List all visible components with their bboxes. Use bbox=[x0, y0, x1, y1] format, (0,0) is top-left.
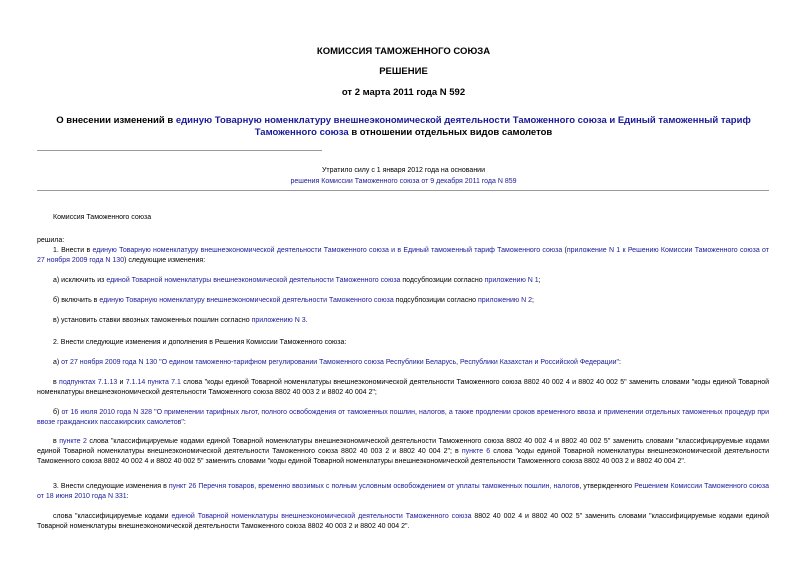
p2b-link-decision[interactable]: от 16 июля 2010 года N 328 "О применении тарифных льгот, полного освобождения от таможенных пошлин, налогов, а также продлении сроков временного ввоза и применении отдельных таможенных процедур при ввозе гражданских пассажирских самолетов" bbox=[37, 409, 769, 426]
pb-text-3: ; bbox=[531, 297, 534, 304]
p1-text-1: 1. Внести в bbox=[53, 247, 93, 254]
title-link-tnved[interactable]: единую Товарную номенклатуру внешнеэкономической деятельности Таможенного союза и Единый таможенный тариф Таможенного союза bbox=[175, 115, 751, 138]
p3-sub-text-2: 8802 40 002 4 и 8802 40 002 5" заменить словами "классифицируемые кодами единой Товарной номенклатуры внешнеэкономической деятельности Таможенного союза 8802 40 003 2 и 8802 40 004 2". bbox=[37, 513, 769, 530]
p1-link-appendix[interactable]: приложение N 1 к Решению Комиссии Таможенного союза от 27 ноября 2009 года N 130 bbox=[37, 247, 770, 264]
p3-link-decision[interactable]: Решением Комиссии Таможенного союза от 18 июня 2010 года N 331 bbox=[37, 483, 769, 500]
doc-date-heading: от 2 марта 2011 года N 592 bbox=[341, 87, 466, 98]
paragraph-2a-sub bbox=[37, 378, 769, 398]
paragraph-2: 2. Внести следующие изменения и дополнения в Решения Комиссии Таможенного союза: bbox=[53, 339, 347, 346]
pa-text-3: ; bbox=[538, 277, 541, 284]
paragraph-1 bbox=[37, 246, 769, 266]
p1-text-2: ( bbox=[562, 247, 567, 254]
org-heading: КОМИССИЯ ТАМОЖЕННОГО СОЮЗА bbox=[316, 46, 491, 57]
p2b-text-2: : bbox=[183, 419, 186, 426]
paragraph-2a bbox=[37, 358, 769, 368]
status-note-line1: Утратило силу с 1 января 2012 года на основании bbox=[321, 167, 486, 174]
paragraph-3-sub bbox=[37, 512, 769, 532]
p1-link-tnved[interactable]: единую Товарную номенклатуру внешнеэкономической деятельности Таможенного союза и в Единый таможенный тариф Таможенного союза bbox=[92, 247, 563, 254]
title-text-1: О внесении изменений в bbox=[56, 115, 176, 126]
p3-text-3: : bbox=[126, 493, 129, 500]
divider-long bbox=[37, 190, 769, 191]
document-title bbox=[40, 115, 767, 139]
p2a-link-decision[interactable]: от 27 ноября 2009 года N 130 "О едином таможенно-тарифном регулировании Таможенного союза Республики Беларусь, Республики Казахстан и Российской Федерации" bbox=[61, 359, 619, 366]
p2a-sub-text-3: слова "коды единой Товарной номенклатуры внешнеэкономической деятельности Таможенного союза 8802 40 002 4 и 8802 40 002 5" заменить словами "коды единой Товарной номенклатуры внешнеэкономической деятельности Таможенного союза 8802 40 003 2 и 8802 40 004 2"; bbox=[37, 379, 769, 396]
pb-link-tnved[interactable]: единую Товарную номенклатуру внешнеэкономической деятельности Таможенного союза bbox=[99, 297, 394, 304]
p2b-text-1: б) bbox=[53, 409, 62, 416]
pa-link-appendix[interactable]: приложению N 1 bbox=[484, 277, 539, 284]
pb-text-1: б) включить в bbox=[53, 297, 100, 304]
pv-text-1: в) установить ставки ввозных таможенных пошлин согласно bbox=[53, 317, 252, 324]
p2b-sub-text-1: в bbox=[53, 438, 60, 445]
paragraph-2b-sub bbox=[37, 437, 769, 467]
p2a-sub-link-subitems[interactable]: подпунктах 7.1.13 bbox=[59, 379, 118, 386]
paragraph-b bbox=[37, 296, 769, 306]
pv-link-appendix[interactable]: приложению N 3 bbox=[251, 317, 306, 324]
p2b-sub-text-3: слова "коды единой Товарной номенклатуры внешнеэкономической деятельности Таможенного союза 8802 40 002 4 и 8802 40 002 5" заменить словами "коды единой Товарной номенклатуры внешнеэкономической деятельности Таможенного союза 8802 40 003 2 и 8802 40 004 2". bbox=[37, 448, 769, 465]
pb-text-2: подсубпозиции согласно bbox=[393, 297, 478, 304]
status-note-line2 bbox=[0, 176, 807, 187]
pa-text-2: подсубпозиции согласно bbox=[400, 277, 485, 284]
p3-sub-link-tnved[interactable]: единой Товарной номенклатуры внешнеэкономической деятельности Таможенного союза bbox=[171, 513, 472, 520]
pa-text-1: а) исключить из bbox=[53, 277, 107, 284]
pv-text-2: . bbox=[305, 317, 308, 324]
paragraph-3 bbox=[37, 482, 769, 502]
p1-text-3: ) следующие изменения: bbox=[124, 257, 206, 264]
pb-link-appendix[interactable]: приложению N 2 bbox=[477, 297, 532, 304]
p2a-sub-text-2: и bbox=[117, 379, 126, 386]
decided-text: решила: bbox=[37, 237, 65, 244]
title-text-2: в отношении отдельных видов самолетов bbox=[348, 127, 553, 138]
p3-link-item26[interactable]: пункт 26 Перечня товаров, временно ввозимых с полным условным освобождением от уплаты таможенных пошлин, налогов bbox=[168, 483, 580, 490]
paragraph-2b bbox=[37, 408, 769, 428]
p2a-text-1: а) bbox=[53, 359, 62, 366]
doc-type-heading: РЕШЕНИЕ bbox=[379, 66, 428, 77]
paragraph-v bbox=[37, 316, 769, 326]
divider-short bbox=[37, 150, 322, 151]
p3-text-2: , утвержденного bbox=[579, 483, 635, 490]
pa-link-tnved[interactable]: единой Товарной номенклатуры внешнеэкономической деятельности Таможенного союза bbox=[106, 277, 401, 284]
commission-text: Комиссия Таможенного союза bbox=[53, 214, 152, 221]
paragraph-a bbox=[37, 276, 769, 286]
p3-text-1: 3. Внести следующие изменения в bbox=[53, 483, 169, 490]
p2a-text-2: : bbox=[619, 359, 621, 366]
status-note-link[interactable]: решения Комиссии Таможенного союза от 9 декабря 2011 года N 859 bbox=[290, 178, 517, 185]
p2b-sub-text-2: слова "классифицируемые кодами единой Товарной номенклатуры внешнеэкономической деятельности Таможенного союза 8802 40 002 4 и 8802 40 002 5" заменить словами "классифицируемые кодами единой Товарной номенклатуры внешнеэкономической деятельности Таможенного союза 8802 40 003 2 и 8802 40 004 2"; в bbox=[37, 438, 770, 455]
p3-sub-text-1: слова "классифицируемые кодами bbox=[53, 513, 172, 520]
p2a-sub-text-1: в bbox=[53, 379, 60, 386]
p2b-sub-link-item6[interactable]: пункте 6 bbox=[461, 448, 491, 455]
p2b-sub-link-item2[interactable]: пункте 2 bbox=[59, 438, 87, 445]
p2a-sub-link-item[interactable]: 7.1.14 пункта 7.1 bbox=[125, 379, 181, 386]
